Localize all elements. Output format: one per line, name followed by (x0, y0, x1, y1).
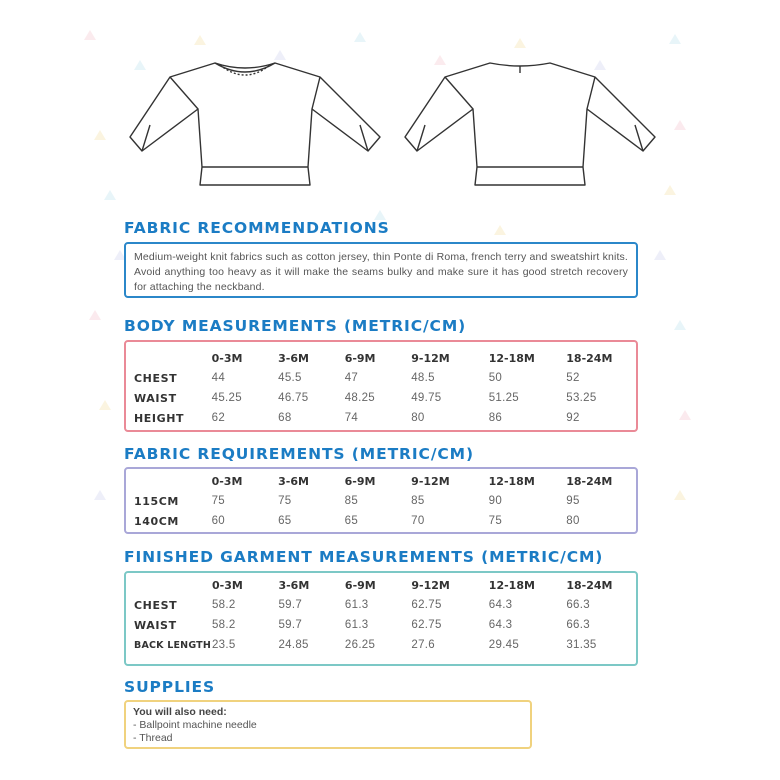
cell-value: 48.25 (344, 392, 375, 404)
cell-value: 85 (411, 495, 425, 507)
finished-measurements-table (134, 575, 636, 655)
cell-value: 60 (211, 515, 225, 527)
row-label: HEIGHT (134, 411, 185, 425)
cell-value: 50 (488, 372, 503, 384)
cell-value: 65 (278, 515, 292, 527)
cell-value: 61.3 (344, 619, 369, 631)
cell-value: 64.3 (488, 619, 513, 631)
fabric-recommendations-title: FABRIC RECOMMENDATIONS (124, 219, 390, 237)
size-header: 9-12M (411, 578, 450, 592)
list-item: - Thread (133, 732, 173, 744)
cell-value: 48.5 (411, 372, 435, 384)
supplies-box (124, 700, 532, 749)
table-header-row (134, 575, 636, 595)
table-row (134, 595, 636, 615)
row-label: CHEST (134, 371, 178, 385)
row-label: WAIST (134, 618, 177, 632)
cell-value: 86 (488, 412, 503, 424)
row-label: WAIST (134, 391, 177, 405)
size-header: 12-18M (488, 474, 535, 488)
cell-value: 61.3 (344, 599, 369, 611)
row-label: BACK LENGTH (134, 639, 211, 651)
cell-value: 64.3 (488, 599, 513, 611)
sweatshirt-back-icon (405, 63, 655, 185)
table-row (134, 388, 636, 408)
table-row (134, 635, 636, 655)
cell-value: 59.7 (278, 619, 303, 631)
cell-value: 49.75 (411, 392, 442, 404)
sweatshirt-front-icon (130, 63, 380, 185)
cell-value: 58.2 (211, 619, 236, 631)
size-header: 0-3M (211, 351, 243, 365)
fabric-requirements-table (134, 471, 636, 531)
cell-value: 95 (566, 495, 580, 507)
cell-value: 45.5 (278, 372, 302, 384)
cell-value: 90 (488, 495, 503, 507)
cell-value: 27.6 (411, 639, 435, 651)
cell-value: 62.75 (411, 619, 442, 631)
cell-value: 53.25 (566, 392, 597, 404)
cell-value: 46.75 (278, 392, 309, 404)
table-row (134, 408, 636, 428)
table-header-row (134, 471, 636, 491)
cell-value: 66.3 (566, 619, 590, 631)
cell-value: 62.75 (411, 599, 442, 611)
size-header: 12-18M (488, 351, 535, 365)
size-header: 6-9M (344, 474, 376, 488)
cell-value: 24.85 (278, 639, 309, 651)
cell-value: 45.25 (211, 392, 242, 404)
body-measurements-table (134, 348, 636, 428)
table-header-row (134, 348, 636, 368)
cell-value: 85 (344, 495, 359, 507)
cell-value: 44 (211, 372, 226, 384)
row-label: 115CM (134, 494, 179, 508)
size-header: 0-3M (211, 578, 243, 592)
size-header: 18-24M (566, 578, 613, 592)
fabric-requirements-box (124, 467, 638, 534)
size-header: 0-3M (211, 474, 243, 488)
cell-value: 68 (278, 412, 292, 424)
cell-value: 29.45 (488, 639, 520, 651)
size-header: 3-6M (278, 351, 309, 365)
cell-value: 75 (278, 495, 292, 507)
size-header: 18-24M (566, 351, 613, 365)
size-header: 12-18M (488, 578, 535, 592)
row-label: 140CM (134, 514, 179, 528)
cell-value: 70 (411, 515, 425, 527)
supplies-title: SUPPLIES (124, 678, 216, 696)
fabric-recommendations-box (124, 242, 638, 298)
supplies-heading: You will also need: (133, 706, 227, 718)
finished-measurements-box (124, 571, 638, 666)
body-measurements-title: BODY MEASUREMENTS (METRIC/CM) (124, 317, 467, 335)
cell-value: 26.25 (344, 639, 376, 651)
list-item: - Ballpoint machine needle (133, 719, 257, 731)
size-header: 9-12M (411, 351, 450, 365)
cell-value: 92 (566, 412, 580, 424)
size-header: 3-6M (278, 578, 310, 592)
size-header: 6-9M (344, 351, 376, 365)
table-row (134, 368, 636, 388)
size-header: 3-6M (278, 474, 309, 488)
finished-measurements-title: FINISHED GARMENT MEASUREMENTS (METRIC/CM) (124, 548, 604, 566)
cell-value: 62 (211, 412, 226, 424)
cell-value: 66.3 (566, 599, 590, 611)
cell-value: 75 (488, 515, 503, 527)
cell-value: 51.25 (488, 392, 519, 404)
table-row (134, 491, 636, 511)
size-header: 18-24M (566, 474, 613, 488)
cell-value: 23.5 (211, 639, 236, 651)
garment-illustration (120, 55, 660, 205)
cell-value: 47 (344, 372, 359, 384)
fabric-recommendations-text: Medium-weight knit fabrics such as cotton jersey, thin Ponte di Roma, french terry and sweatshirt knits. Avoid anything too heavy as it will make the seams bulky and make sure it has good stretch recovery for attaching the neckband. (134, 251, 628, 293)
cell-value: 75 (211, 495, 225, 507)
table-row (134, 511, 636, 531)
cell-value: 80 (411, 412, 425, 424)
cell-value: 58.2 (211, 599, 236, 611)
body-measurements-box (124, 340, 638, 432)
cell-value: 80 (566, 515, 580, 527)
size-header: 9-12M (411, 474, 450, 488)
row-label: CHEST (134, 598, 178, 612)
cell-value: 31.35 (566, 639, 597, 651)
cell-value: 65 (344, 515, 359, 527)
cell-value: 52 (566, 372, 580, 384)
table-row (134, 615, 636, 635)
fabric-requirements-title: FABRIC REQUIREMENTS (METRIC/CM) (124, 445, 474, 463)
cell-value: 74 (344, 412, 359, 424)
size-header: 6-9M (344, 578, 376, 592)
cell-value: 59.7 (278, 599, 303, 611)
